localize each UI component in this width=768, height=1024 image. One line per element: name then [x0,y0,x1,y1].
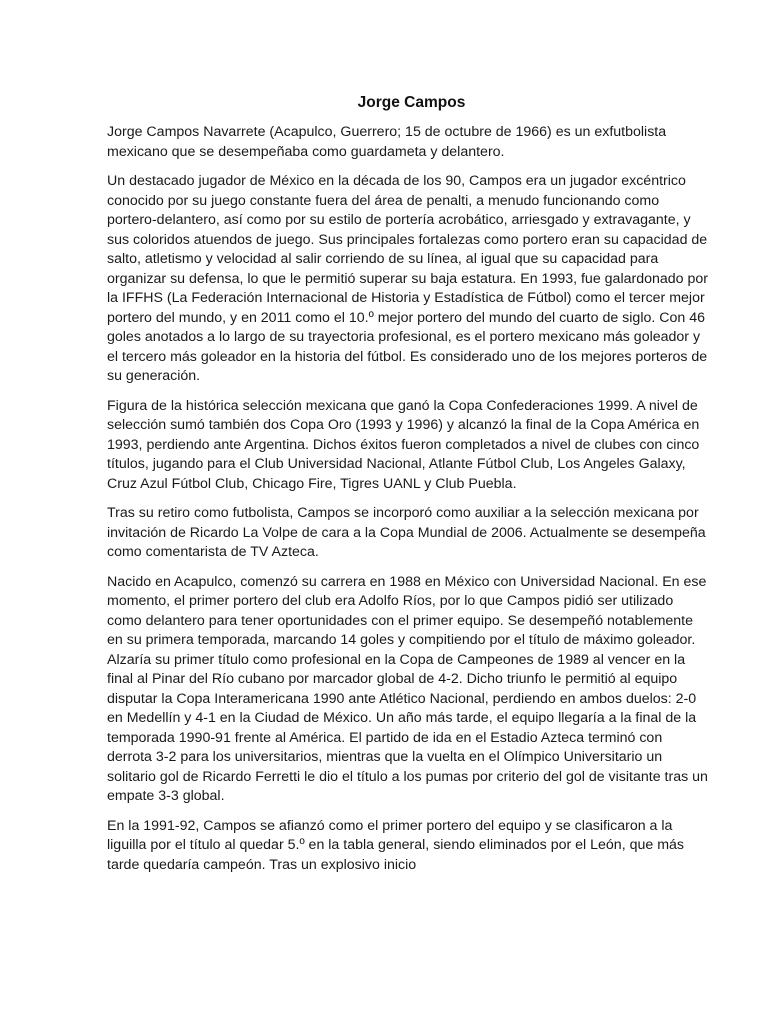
document-title: Jorge Campos [357,94,466,111]
paragraph-career-overview: Un destacado jugador de México en la década de los 90, Campos era un jugador excéntrico conocido por su juego constante fuera del área de penalti, a menudo funcionando como portero-delantero, así como por su estilo de portería acrobático, arriesgado y extravagante, y sus coloridos atuendos de juego. Sus principales fortalezas como portero eran su capacidad de salto, atletismo y velocidad al salir corriendo de su línea, al igual que su capacidad para organizar su defensa, lo que le permitió superar su baja estatura. En 1993, fue galardonado por la IFFHS (La Federación Internacional de Historia y Estadística de Fútbol) como el tercer mejor portero del mundo, y en 2011 como el 10.º mejor portero del mundo del cuarto de siglo. Con 46 goles anotados a lo largo de su trayectoria profesional, es el portero mexicano más goleador y el tercero más goleador en la historia del fútbol. Es considerado uno de los mejores porteros de su generación. [107,173,708,384]
paragraph-early-career: Nacido en Acapulco, comenzó su carrera en 1988 en México con Universidad Nacional. En ese momento, el primer portero del club era Adolfo Ríos, por lo que Campos pidió ser utilizado como delantero para tener oportunidades con el primer equipo. Se desempeñó notablemente en su primera temporada, marcando 14 goles y compitiendo por el título de máximo goleador. Alzaría su primer título como profesional en la Copa de Campeones de 1989 al vencer en la final al Pinar del Río cubano por marcador global de 4-2. Dicho triunfo le permitió al equipo disputar la Copa Interamericana 1990 ante Atlético Nacional, perdiendo en ambos duelos: 2-0 en Medellín y 4-1 en la Ciudad de México. Un año más tarde, el equipo llegaría a la final de la temporada 1990-91 frente al América. El partido de ida en el Estadio Azteca terminó con derrota 3-2 para los universitarios, mientras que la vuelta en el Olímpico Universitario un solitario gol de Ricardo Ferretti le dio el título a los pumas por criterio del gol de visitante tras un empate 3-3 global. [107,573,708,804]
paragraph-retirement: Tras su retiro como futbolista, Campos se incorporó como auxiliar a la selección mexicana por invitación de Ricardo La Volpe de cara a la Copa Mundial de 2006. Actualmente se desempeña como comentarista de TV Azteca. [107,505,706,560]
paragraph-national-team: Figura de la histórica selección mexicana que ganó la Copa Confederaciones 1999. A nivel de selección sumó también dos Copa Oro (1993 y 1996) y alcanzó la final de la Copa América en 1993, perdiendo ante Argentina. Dichos éxitos fueron completados a nivel de clubes con cinco títulos, jugando para el Club Universidad Nacional, Atlante Fútbol Club, Los Angeles Galaxy, Cruz Azul Fútbol Club, Chicago Fire, Tigres UANL y Club Puebla. [107,397,700,492]
paragraph-1991-92: En la 1991-92, Campos se afianzó como el primer portero del equipo y se clasificaron a la liguilla por el título al quedar 5.º en la tabla general, siendo eliminados por el León, que más tarde quedaría campeón. Tras un explosivo inicio [107,817,684,873]
paragraph-intro: Jorge Campos Navarrete (Acapulco, Guerrero; 15 de octubre de 1966) es un exfutbolista mexicano que se desempeñaba como guardameta y delantero. [107,124,667,160]
